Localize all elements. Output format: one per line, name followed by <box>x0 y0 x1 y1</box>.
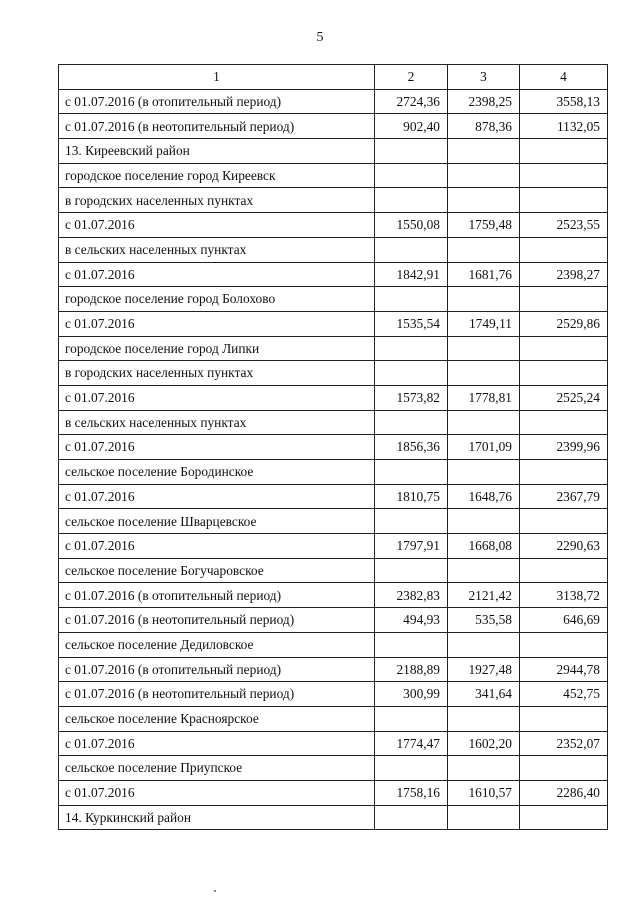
value-cell-col2 <box>375 460 448 485</box>
value-cell-col4 <box>520 336 608 361</box>
table-row <box>59 682 608 707</box>
value-cell-col4: 646,69 <box>520 608 608 633</box>
table-row <box>59 706 608 731</box>
value-cell-col2: 2724,36 <box>375 89 448 114</box>
value-cell-col2 <box>375 756 448 781</box>
value-cell-col2: 1758,16 <box>375 780 448 805</box>
value-cell-col2: 1810,75 <box>375 484 448 509</box>
row-label-cell: 14. Куркинский район <box>59 805 375 830</box>
value-cell-col2 <box>375 163 448 188</box>
value-cell-col3: 1701,09 <box>448 435 520 460</box>
value-cell-col3: 1648,76 <box>448 484 520 509</box>
table-row <box>59 262 608 287</box>
table-row <box>59 780 608 805</box>
row-label-cell: сельское поселение Богучаровское <box>59 558 375 583</box>
tariff-table-body <box>59 65 608 830</box>
value-cell-col2 <box>375 558 448 583</box>
value-cell-col4: 3558,13 <box>520 89 608 114</box>
value-cell-col4 <box>520 460 608 485</box>
row-label-cell: с 01.07.2016 (в отопительный период) <box>59 657 375 682</box>
value-cell-col4: 2367,79 <box>520 484 608 509</box>
table-row <box>59 385 608 410</box>
value-cell-col3 <box>448 558 520 583</box>
value-cell-col4: 2286,40 <box>520 780 608 805</box>
value-cell-col4: 2352,07 <box>520 731 608 756</box>
value-cell-col2 <box>375 188 448 213</box>
tariff-table <box>58 64 608 830</box>
table-row <box>59 509 608 534</box>
row-label-cell: 13. Киреевский район <box>59 139 375 164</box>
value-cell-col4: 2398,27 <box>520 262 608 287</box>
value-cell-col3 <box>448 139 520 164</box>
value-cell-col3 <box>448 188 520 213</box>
value-cell-col2 <box>375 706 448 731</box>
row-label-cell: сельское поселение Бородинское <box>59 460 375 485</box>
table-row <box>59 114 608 139</box>
value-cell-col3 <box>448 287 520 312</box>
value-cell-col4 <box>520 756 608 781</box>
value-cell-col2: 1535,54 <box>375 311 448 336</box>
value-cell-col3: 1681,76 <box>448 262 520 287</box>
value-cell-col3 <box>448 756 520 781</box>
value-cell-col3: 535,58 <box>448 608 520 633</box>
row-label-cell: городское поселение город Болохово <box>59 287 375 312</box>
value-cell-col3 <box>448 410 520 435</box>
value-cell-col4 <box>520 139 608 164</box>
value-cell-col2 <box>375 139 448 164</box>
table-row <box>59 608 608 633</box>
value-cell-col3: 1602,20 <box>448 731 520 756</box>
value-cell-col2 <box>375 632 448 657</box>
row-label-cell: с 01.07.2016 (в отопительный период) <box>59 583 375 608</box>
value-cell-col2 <box>375 509 448 534</box>
value-cell-col4 <box>520 237 608 262</box>
value-cell-col3: 1610,57 <box>448 780 520 805</box>
value-cell-col4 <box>520 558 608 583</box>
table-header-row <box>59 65 608 90</box>
value-cell-col2: 1573,82 <box>375 385 448 410</box>
row-label-cell: в городских населенных пунктах <box>59 361 375 386</box>
value-cell-col4 <box>520 632 608 657</box>
row-label-cell: с 01.07.2016 (в отопительный период) <box>59 89 375 114</box>
row-label-cell: в городских населенных пунктах <box>59 188 375 213</box>
column-header: 2 <box>375 65 448 90</box>
row-label-cell: с 01.07.2016 <box>59 385 375 410</box>
row-label-cell: сельское поселение Дедиловское <box>59 632 375 657</box>
value-cell-col3: 2398,25 <box>448 89 520 114</box>
value-cell-col3 <box>448 706 520 731</box>
value-cell-col4 <box>520 410 608 435</box>
value-cell-col3 <box>448 163 520 188</box>
value-cell-col4 <box>520 188 608 213</box>
table-row <box>59 460 608 485</box>
value-cell-col3: 1749,11 <box>448 311 520 336</box>
value-cell-col2 <box>375 805 448 830</box>
table-row <box>59 657 608 682</box>
value-cell-col4 <box>520 805 608 830</box>
value-cell-col2 <box>375 410 448 435</box>
value-cell-col2 <box>375 287 448 312</box>
column-header: 1 <box>59 65 375 90</box>
value-cell-col4: 3138,72 <box>520 583 608 608</box>
table-row <box>59 731 608 756</box>
row-label-cell: в сельских населенных пунктах <box>59 237 375 262</box>
table-row <box>59 558 608 583</box>
table-row <box>59 534 608 559</box>
value-cell-col3: 1927,48 <box>448 657 520 682</box>
value-cell-col2: 1856,36 <box>375 435 448 460</box>
value-cell-col3 <box>448 805 520 830</box>
value-cell-col3: 341,64 <box>448 682 520 707</box>
value-cell-col2: 494,93 <box>375 608 448 633</box>
value-cell-col4 <box>520 163 608 188</box>
table-row <box>59 139 608 164</box>
value-cell-col2: 2382,83 <box>375 583 448 608</box>
value-cell-col3: 1759,48 <box>448 213 520 238</box>
row-label-cell: с 01.07.2016 <box>59 435 375 460</box>
row-label-cell: с 01.07.2016 <box>59 534 375 559</box>
value-cell-col2: 300,99 <box>375 682 448 707</box>
table-row <box>59 361 608 386</box>
value-cell-col2: 1774,47 <box>375 731 448 756</box>
value-cell-col4: 1132,05 <box>520 114 608 139</box>
value-cell-col2: 902,40 <box>375 114 448 139</box>
column-header: 3 <box>448 65 520 90</box>
value-cell-col4: 2523,55 <box>520 213 608 238</box>
value-cell-col3: 878,36 <box>448 114 520 139</box>
table-row <box>59 410 608 435</box>
value-cell-col3: 2121,42 <box>448 583 520 608</box>
scan-artifact-dot <box>214 890 216 892</box>
value-cell-col4: 2529,86 <box>520 311 608 336</box>
row-label-cell: с 01.07.2016 <box>59 262 375 287</box>
row-label-cell: сельское поселение Шварцевское <box>59 509 375 534</box>
value-cell-col4 <box>520 361 608 386</box>
row-label-cell: с 01.07.2016 <box>59 213 375 238</box>
table-row <box>59 336 608 361</box>
value-cell-col2 <box>375 336 448 361</box>
value-cell-col2: 2188,89 <box>375 657 448 682</box>
value-cell-col3 <box>448 632 520 657</box>
table-row <box>59 287 608 312</box>
row-label-cell: с 01.07.2016 (в неотопительный период) <box>59 608 375 633</box>
value-cell-col2 <box>375 237 448 262</box>
value-cell-col4: 452,75 <box>520 682 608 707</box>
value-cell-col4 <box>520 706 608 731</box>
page-number: 5 <box>316 30 324 45</box>
table-row <box>59 805 608 830</box>
value-cell-col3: 1668,08 <box>448 534 520 559</box>
value-cell-col3 <box>448 361 520 386</box>
row-label-cell: сельское поселение Приупское <box>59 756 375 781</box>
row-label-cell: с 01.07.2016 <box>59 311 375 336</box>
value-cell-col3 <box>448 237 520 262</box>
value-cell-col2 <box>375 361 448 386</box>
row-label-cell: с 01.07.2016 <box>59 731 375 756</box>
value-cell-col4: 2525,24 <box>520 385 608 410</box>
row-label-cell: городское поселение город Киреевск <box>59 163 375 188</box>
column-header: 4 <box>520 65 608 90</box>
value-cell-col3: 1778,81 <box>448 385 520 410</box>
value-cell-col4: 2290,63 <box>520 534 608 559</box>
value-cell-col4: 2944,78 <box>520 657 608 682</box>
value-cell-col4 <box>520 287 608 312</box>
value-cell-col4: 2399,96 <box>520 435 608 460</box>
row-label-cell: сельское поселение Красноярское <box>59 706 375 731</box>
table-row <box>59 756 608 781</box>
table-row <box>59 89 608 114</box>
table-row <box>59 311 608 336</box>
value-cell-col4 <box>520 509 608 534</box>
row-label-cell: с 01.07.2016 (в неотопительный период) <box>59 682 375 707</box>
table-row <box>59 188 608 213</box>
value-cell-col2: 1842,91 <box>375 262 448 287</box>
table-row <box>59 163 608 188</box>
row-label-cell: с 01.07.2016 (в неотопительный период) <box>59 114 375 139</box>
table-row <box>59 435 608 460</box>
row-label-cell: с 01.07.2016 <box>59 780 375 805</box>
table-row <box>59 237 608 262</box>
value-cell-col2: 1550,08 <box>375 213 448 238</box>
value-cell-col2: 1797,91 <box>375 534 448 559</box>
table-row <box>59 632 608 657</box>
row-label-cell: городское поселение город Липки <box>59 336 375 361</box>
table-row <box>59 583 608 608</box>
value-cell-col3 <box>448 460 520 485</box>
table-row <box>59 484 608 509</box>
value-cell-col3 <box>448 336 520 361</box>
value-cell-col3 <box>448 509 520 534</box>
row-label-cell: в сельских населенных пунктах <box>59 410 375 435</box>
table-row <box>59 213 608 238</box>
row-label-cell: с 01.07.2016 <box>59 484 375 509</box>
